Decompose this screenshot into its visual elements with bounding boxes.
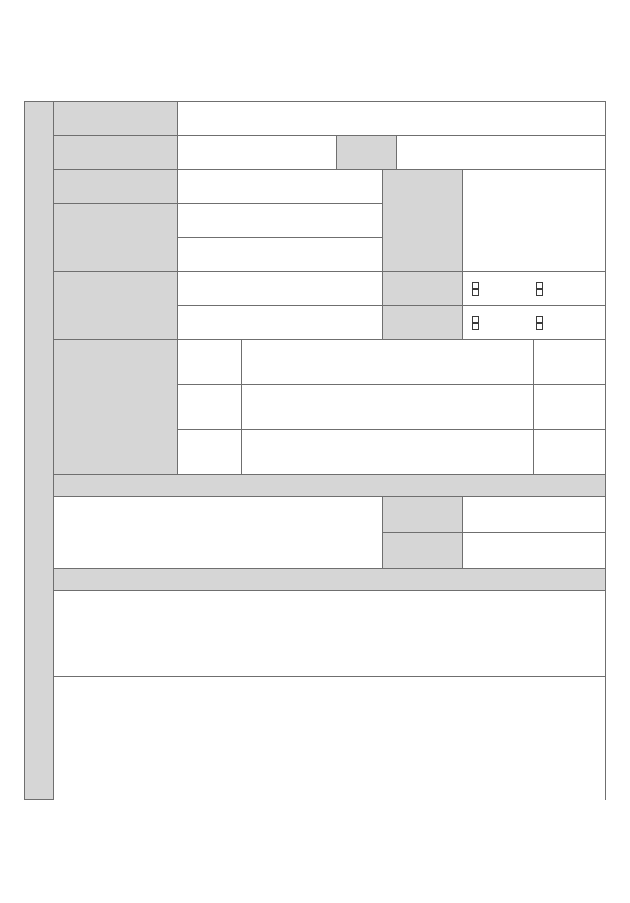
field-onset-cause[interactable]: [463, 170, 605, 272]
checkbox-teni[interactable]: [536, 323, 546, 330]
field-symptoms-text[interactable]: [54, 497, 383, 569]
label-treatment-days-note: [54, 340, 178, 475]
field-actual-days-1[interactable]: [534, 340, 605, 385]
label-medical-opinion-note: [54, 569, 605, 591]
checkbox-jihi[interactable]: [472, 289, 536, 296]
label-patient-name: [54, 102, 178, 136]
checkbox-box-icon: [536, 323, 543, 330]
checkbox-box-icon: [472, 316, 479, 323]
label-onset-date: [54, 170, 178, 204]
label-expense-type: [383, 272, 463, 306]
checkbox-group-expense-type[interactable]: [463, 272, 605, 306]
checkbox-kokuho[interactable]: [472, 282, 536, 289]
field-incapacity-to[interactable]: [178, 238, 383, 272]
checkbox-chiyu[interactable]: [472, 316, 536, 323]
field-hospital-from[interactable]: [178, 272, 383, 306]
checkbox-kurikoshi[interactable]: [472, 323, 536, 330]
checkbox-box-icon: [536, 316, 543, 323]
field-hospital-to[interactable]: [178, 306, 383, 340]
field-discharge-date[interactable]: [463, 533, 605, 569]
label-onset-cause: [383, 170, 463, 272]
label-surgery-date: [383, 497, 463, 533]
field-medical-opinion-text[interactable]: [54, 591, 605, 677]
field-patient-name[interactable]: [178, 102, 605, 136]
label-hospitalization-period: [54, 272, 178, 340]
field-calendar-ym-3[interactable]: [178, 430, 242, 475]
label-disease-name: [54, 136, 178, 170]
field-calendar-ym-1[interactable]: [178, 340, 242, 385]
field-calendar-ym-2[interactable]: [178, 385, 242, 430]
field-actual-days-2[interactable]: [534, 385, 605, 430]
field-incapacity-from[interactable]: [178, 204, 383, 238]
checkbox-group-outcome[interactable]: [463, 306, 605, 340]
label-first-visit-date: [337, 136, 397, 170]
form-frame: [24, 101, 606, 800]
calendar-days-row-1[interactable]: [242, 340, 534, 385]
form-body: [54, 102, 605, 799]
field-surgery-date[interactable]: [463, 497, 605, 533]
label-discharge-date: [383, 533, 463, 569]
checkbox-kohi[interactable]: [536, 282, 588, 289]
calendar-days-row-3[interactable]: [242, 430, 534, 475]
field-onset-date[interactable]: [178, 170, 383, 204]
signature-block: [54, 677, 605, 801]
label-incapacity-period: [54, 204, 178, 272]
label-outcome: [383, 306, 463, 340]
checkbox-box-icon: [472, 289, 479, 296]
field-disease-name[interactable]: [178, 136, 337, 170]
checkbox-box-icon: [536, 282, 543, 289]
checkbox-box-icon: [536, 289, 543, 296]
checkbox-box-icon: [472, 323, 479, 330]
checkbox-chushi[interactable]: [536, 316, 546, 323]
checkbox-sonota[interactable]: [536, 289, 546, 296]
calendar-days-row-2[interactable]: [242, 385, 534, 430]
field-first-visit-date[interactable]: [397, 136, 605, 170]
checkbox-box-icon: [472, 282, 479, 289]
field-actual-days-3[interactable]: [534, 430, 605, 475]
label-symptoms-note: [54, 475, 605, 497]
side-label-strip: [25, 102, 54, 799]
